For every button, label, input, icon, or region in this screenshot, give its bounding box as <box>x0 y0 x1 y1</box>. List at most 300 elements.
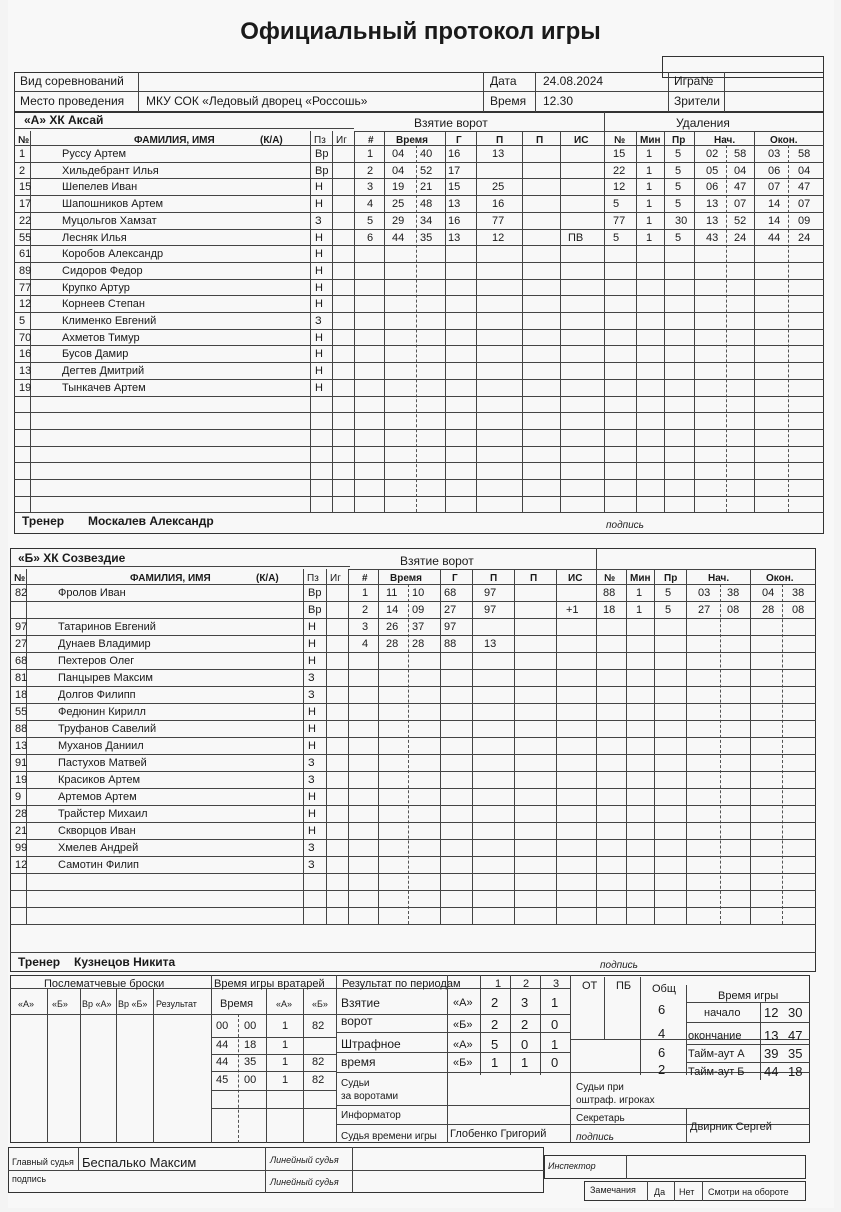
date-label: Дата <box>490 74 517 88</box>
pen-col-min: Мин <box>640 135 661 146</box>
penalty-player: 18 <box>603 604 616 616</box>
period-value: 1 <box>551 995 559 1010</box>
player-position: Вр <box>308 587 322 599</box>
goal-number: 6 <box>367 231 374 244</box>
grid-line <box>686 569 687 924</box>
game-time-title: Время игры <box>718 990 779 1002</box>
player-name: Бусов Дамир <box>62 348 129 361</box>
period-value: 5 <box>491 1037 499 1052</box>
grid-line <box>14 178 824 179</box>
penalty-end-minute: 06 <box>768 164 781 177</box>
penalty-reason: 5 <box>675 231 682 244</box>
goal-minute: 19 <box>392 181 405 194</box>
grid-line <box>14 462 824 463</box>
penalty-judges-line1: Судьи при <box>576 1082 624 1093</box>
gk-col-time: Время <box>220 998 254 1010</box>
player-position: Н <box>315 281 323 294</box>
period-value: 2 <box>491 995 499 1010</box>
goal-assist-1: 97 <box>484 604 497 616</box>
team-a-goals-title: Взятие ворот <box>414 116 488 130</box>
penalty-end-second: 09 <box>798 214 811 227</box>
player-name: Шапошников Артем <box>62 198 164 211</box>
penalty-count: 1 <box>646 181 653 194</box>
game-number-label: Игра№ <box>674 74 714 88</box>
player-name: Пехтеров Олег <box>58 655 135 667</box>
total-pim-b: 2 <box>658 1062 666 1077</box>
player-number: 88 <box>15 723 28 735</box>
player-position: Н <box>315 365 323 378</box>
goals-col-p2: П <box>536 135 544 146</box>
penalty-start-second: 38 <box>727 587 740 599</box>
goal-second: 21 <box>420 181 433 194</box>
penalty-end-minute: 14 <box>768 214 781 227</box>
player-number: 99 <box>15 842 28 854</box>
goal-assist-1: 97 <box>484 587 497 599</box>
goal-second: 40 <box>420 148 433 160</box>
goal-number: 4 <box>362 638 369 650</box>
page-title: Официальный протокол игры <box>240 18 601 45</box>
grid-line <box>10 652 816 653</box>
goals-team-b-tag: «Б» <box>453 1019 473 1031</box>
penalty-start-minute: 27 <box>698 604 711 616</box>
player-name: Корнеев Степан <box>62 298 145 311</box>
player-name: Труфанов Савелий <box>58 723 157 735</box>
player-name: Дунаев Владимир <box>58 638 151 650</box>
penalty-player: 5 <box>613 231 620 244</box>
player-number: 12 <box>15 859 28 871</box>
grid-line <box>10 805 816 806</box>
player-position: З <box>308 842 315 854</box>
team-a-title: «А» ХК Аксай <box>24 113 104 127</box>
player-number: 15 <box>19 181 32 194</box>
goals-col-p1: П <box>496 135 504 146</box>
pim-team-b-tag: «Б» <box>453 1057 473 1069</box>
player-number: 97 <box>15 621 28 633</box>
player-position: З <box>315 315 322 327</box>
penalty-start-second: 04 <box>734 164 747 177</box>
gk-time-minute: 00 <box>216 1020 229 1032</box>
player-position: Вр <box>315 164 329 177</box>
col-pos-header: Пз <box>314 135 326 146</box>
goal-scorer: 15 <box>448 181 461 194</box>
grid-line <box>14 162 824 163</box>
inspector-label: Инспектор <box>548 1161 596 1171</box>
period-value: 2 <box>521 1017 529 1032</box>
goals-col-g: Г <box>456 135 462 146</box>
timeout-a-second: 35 <box>788 1046 803 1061</box>
goal-minute: 28 <box>386 638 399 650</box>
grid-line <box>14 229 824 230</box>
grid-line <box>14 345 824 346</box>
goal-minute: 26 <box>386 621 399 633</box>
end-label: окончание <box>688 1030 742 1042</box>
linesman-1-label: Линейный судья <box>270 1155 339 1165</box>
grid-line <box>10 737 816 738</box>
player-position: Вр <box>308 604 322 616</box>
period-col-so: ПБ <box>616 980 632 992</box>
grid-line <box>10 856 816 857</box>
grid-line <box>384 131 385 512</box>
gk-team-b: 82 <box>312 1056 325 1068</box>
goal-scorer: 27 <box>444 604 457 616</box>
goal-number: 1 <box>367 148 374 160</box>
player-number: 89 <box>19 264 32 277</box>
grid-line <box>10 618 816 619</box>
col-ka-header: (К/А) <box>256 573 279 584</box>
player-name: Самотин Филип <box>58 859 139 871</box>
shootout-col-b: «Б» <box>52 999 68 1009</box>
grid-line <box>14 479 824 480</box>
penalty-end-second: 47 <box>798 181 811 194</box>
team-b-coach-name: Кузнецов Никита <box>74 955 176 969</box>
player-number: 81 <box>15 672 28 684</box>
penalty-player: 77 <box>613 214 626 227</box>
player-name: Хмелев Андрей <box>58 842 139 854</box>
pen-col-start: Нач. <box>708 573 730 584</box>
player-number: 21 <box>15 825 28 837</box>
player-name: Крупко Артур <box>62 281 130 294</box>
player-number: 2 <box>19 164 26 177</box>
penalty-end-second: 04 <box>798 164 811 177</box>
player-position: З <box>315 214 322 227</box>
goal-second: 34 <box>420 214 433 227</box>
goal-second: 28 <box>412 638 425 650</box>
chief-referee-name: Беспалько Максим <box>82 1155 197 1170</box>
player-number: 55 <box>15 706 28 718</box>
team-b-coach-label: Тренер <box>18 955 61 969</box>
penalty-end-minute: 03 <box>768 148 781 160</box>
player-number: 68 <box>15 655 28 667</box>
pen-col-start: Нач. <box>714 135 736 146</box>
player-name: Фролов Иван <box>58 587 126 599</box>
total-goals-b: 4 <box>658 1026 666 1041</box>
player-name: Муцольгов Хамзат <box>62 214 157 227</box>
venue-label: Место проведения <box>20 94 125 108</box>
penalty-end-minute: 07 <box>768 181 781 194</box>
spectators-label: Зрители <box>674 94 720 108</box>
col-name-header: ФАМИЛИЯ, ИМЯ <box>130 573 211 584</box>
penalty-count: 1 <box>646 164 653 177</box>
grid-line <box>694 131 695 512</box>
goals-col-num: # <box>362 573 368 584</box>
competition-label: Вид соревнований <box>20 74 124 88</box>
grid-line <box>14 245 824 246</box>
goals-col-num: # <box>368 135 374 146</box>
goal-scorer: 13 <box>448 198 461 211</box>
player-number: 1 <box>19 148 26 160</box>
shootout-col-gk-b: Вр «Б» <box>118 999 148 1009</box>
pen-col-num: № <box>604 573 616 584</box>
player-position: Н <box>315 348 323 361</box>
grid-line <box>14 429 824 430</box>
player-number: 16 <box>19 348 32 361</box>
goals-col-p1: П <box>490 573 498 584</box>
period-value: 1 <box>551 1037 559 1052</box>
grid-line <box>14 279 824 280</box>
chief-referee-label: Главный судья <box>12 1157 74 1167</box>
penalty-start-minute: 03 <box>698 587 711 599</box>
player-name: Хильдебрант Илья <box>62 164 159 177</box>
informer-label: Информатор <box>341 1110 401 1121</box>
player-position: Н <box>308 808 316 820</box>
gk-team-a: 1 <box>282 1020 289 1032</box>
gk-time-minute: 44 <box>216 1039 229 1051</box>
player-name: Федюнин Кирилл <box>58 706 146 718</box>
player-name: Трайстер Михаил <box>58 808 148 820</box>
timekeeper-name: Глобенко Григорий <box>450 1128 547 1140</box>
grid-line <box>10 924 816 925</box>
period-col-3: 3 <box>553 978 560 990</box>
penalty-reason: 30 <box>675 214 688 227</box>
player-position: Н <box>315 181 323 194</box>
player-name: Коробов Александр <box>62 248 164 261</box>
period-value: 0 <box>551 1017 559 1032</box>
player-position: Н <box>315 198 323 211</box>
grid-line <box>10 669 816 670</box>
gk-col-b: «Б» <box>312 999 328 1009</box>
player-name: Татаринов Евгений <box>58 621 156 633</box>
start-minute: 30 <box>788 1005 803 1020</box>
player-position: Н <box>308 723 316 735</box>
goal-scorer: 16 <box>448 148 461 160</box>
player-position: Н <box>308 621 316 633</box>
penalty-count: 1 <box>646 198 653 211</box>
player-position: Н <box>308 638 316 650</box>
grid-line <box>10 720 816 721</box>
player-name: Пастухов Матвей <box>58 757 147 769</box>
goal-assist-1: 16 <box>492 198 505 211</box>
player-position: Н <box>315 264 323 277</box>
goal-second: 48 <box>420 198 433 211</box>
penalty-end-second: 07 <box>798 198 811 211</box>
grid-line <box>626 569 627 924</box>
grid-line <box>378 569 379 924</box>
date-value: 24.08.2024 <box>543 74 604 88</box>
team-a-penalties-title: Удаления <box>676 116 730 130</box>
grid-line <box>750 569 751 924</box>
goal-second: 35 <box>420 231 433 244</box>
period-value: 0 <box>521 1037 529 1052</box>
goal-number: 1 <box>362 587 369 599</box>
col-name-header: ФАМИЛИЯ, ИМЯ <box>134 135 215 146</box>
grid-line <box>636 131 637 512</box>
gk-time-second: 18 <box>244 1039 257 1051</box>
goal-scorer: 16 <box>448 214 461 227</box>
player-name: Шепелев Иван <box>62 181 138 194</box>
penalty-start-minute: 05 <box>706 164 719 177</box>
goal-situation: +1 <box>566 604 579 616</box>
player-number: 77 <box>19 281 32 294</box>
goal-minute: 14 <box>386 604 399 616</box>
player-number: 12 <box>19 298 32 311</box>
player-name: Красиков Артем <box>58 774 141 786</box>
penalty-start-minute: 13 <box>706 214 719 227</box>
grid-line <box>754 131 755 512</box>
shootout-col-gk-a: Вр «А» <box>82 999 112 1009</box>
penalty-player: 88 <box>603 587 616 599</box>
penalty-start-minute: 02 <box>706 148 719 160</box>
timeout-a-minute: 39 <box>764 1046 779 1061</box>
player-position: Н <box>308 655 316 667</box>
grid-line <box>310 131 311 512</box>
player-number: 19 <box>19 381 32 394</box>
chief-referee-signature: подпись <box>12 1174 47 1184</box>
gk-time-second: 00 <box>244 1020 257 1032</box>
player-name: Лесняк Илья <box>62 231 127 244</box>
player-number: 13 <box>15 740 28 752</box>
player-name: Артемов Артем <box>58 791 137 803</box>
grid-line <box>354 131 355 512</box>
player-number: 28 <box>15 808 28 820</box>
penalty-end-minute: 28 <box>762 604 775 616</box>
goal-minute: 04 <box>392 164 405 177</box>
player-name: Тынкачев Артем <box>62 381 146 394</box>
shootout-col-result: Результат <box>156 999 197 1009</box>
grid-line <box>14 379 824 380</box>
team-a-coach-name: Москалев Александр <box>88 514 214 528</box>
grid-line <box>472 569 473 924</box>
goals-col-time: Время <box>390 573 422 584</box>
penalty-reason: 5 <box>675 164 682 177</box>
penalty-start-minute: 13 <box>706 198 719 211</box>
team-a-coach-label: Тренер <box>22 514 65 528</box>
player-number: 18 <box>15 689 28 701</box>
end-hour: 13 <box>764 1028 779 1043</box>
goal-number: 5 <box>367 214 374 227</box>
penalty-count: 1 <box>646 231 653 244</box>
player-number: 70 <box>19 331 32 344</box>
grid-line <box>14 329 824 330</box>
grid-line <box>14 496 824 497</box>
period-value: 0 <box>551 1055 559 1070</box>
goal-number: 3 <box>367 181 374 194</box>
goals-col-is: ИС <box>574 135 589 146</box>
penalty-end-second: 38 <box>792 587 805 599</box>
venue-value: МКУ СОК «Ледовый дворец «Россошь» <box>146 94 368 108</box>
team-a-signature-label: подпись <box>606 520 644 531</box>
grid-line <box>10 754 816 755</box>
penalty-end-minute: 04 <box>762 587 775 599</box>
penalty-reason: 5 <box>665 604 672 616</box>
player-name: Ахметов Тимур <box>62 331 140 344</box>
penalty-end-minute: 44 <box>768 231 781 244</box>
grid-line <box>10 839 816 840</box>
penalty-count: 1 <box>646 148 653 160</box>
player-position: Н <box>308 740 316 752</box>
goal-number: 4 <box>367 198 374 211</box>
player-position: Вр <box>315 148 329 160</box>
player-position: З <box>308 689 315 701</box>
goal-number: 3 <box>362 621 369 633</box>
gk-time-minute: 45 <box>216 1074 229 1086</box>
player-number: 9 <box>15 791 22 803</box>
grid-line <box>14 362 824 363</box>
grid-line <box>10 788 816 789</box>
penalty-start-second: 24 <box>734 231 747 244</box>
period-col-ot: ОТ <box>582 980 598 992</box>
goals-label-line2: ворот <box>341 1014 373 1028</box>
grid-line <box>654 569 655 924</box>
player-name: Скворцов Иван <box>58 825 136 837</box>
gk-time-second: 00 <box>244 1074 257 1086</box>
penalty-reason: 5 <box>675 148 682 160</box>
goals-col-g: Г <box>452 573 458 584</box>
player-position: Н <box>315 231 323 244</box>
timeout-b-second: 18 <box>788 1064 803 1079</box>
penalty-player: 12 <box>613 181 626 194</box>
penalty-end-second: 08 <box>792 604 805 616</box>
player-position: З <box>308 774 315 786</box>
goals-col-time: Время <box>396 135 428 146</box>
grid-line <box>348 569 349 924</box>
goal-number: 2 <box>362 604 369 616</box>
gk-team-a: 1 <box>282 1039 289 1051</box>
player-position: З <box>308 757 315 769</box>
team-b-title: «Б» ХК Созвездие <box>18 551 126 565</box>
team-b-signature-label: подпись <box>600 960 638 971</box>
col-played-header: Иг <box>330 573 341 584</box>
goal-scorer: 17 <box>448 164 461 177</box>
goals-team-a-tag: «А» <box>453 997 473 1009</box>
penalty-end-second: 58 <box>798 148 811 160</box>
goal-judges-line2: за воротами <box>341 1091 399 1102</box>
pen-col-end: Окон. <box>770 135 798 146</box>
penalty-start-minute: 43 <box>706 231 719 244</box>
player-number: 61 <box>19 248 32 261</box>
start-label: начало <box>704 1007 741 1019</box>
grid-line <box>514 569 515 924</box>
gk-time-second: 35 <box>244 1056 257 1068</box>
grid-line <box>10 771 816 772</box>
player-position: Н <box>308 825 316 837</box>
gk-team-a: 1 <box>282 1074 289 1086</box>
goal-scorer: 68 <box>444 587 457 599</box>
grid-line <box>14 295 824 296</box>
gk-time-title: Время игры вратарей <box>214 978 325 990</box>
player-name: Панцырев Максим <box>58 672 153 684</box>
grid-line <box>348 569 816 570</box>
goals-col-is: ИС <box>568 573 583 584</box>
player-position: Н <box>315 298 323 311</box>
grid-line <box>326 569 327 924</box>
player-position: Н <box>315 381 323 394</box>
col-ka-header: (К/А) <box>260 135 283 146</box>
grid-line <box>440 569 441 924</box>
grid-line <box>14 195 824 196</box>
end-minute: 47 <box>788 1028 803 1043</box>
player-name: Муханов Даниил <box>58 740 144 752</box>
pen-col-pr: Пр <box>672 135 686 146</box>
goal-minute: 29 <box>392 214 405 227</box>
goal-minute: 25 <box>392 198 405 211</box>
player-name: Сидоров Федор <box>62 264 143 277</box>
goal-second: 10 <box>412 587 425 599</box>
pim-label-line2: время <box>341 1055 376 1069</box>
goal-number: 2 <box>367 164 374 177</box>
player-number: 17 <box>19 198 32 211</box>
start-hour: 12 <box>764 1005 779 1020</box>
remarks-no: Нет <box>679 1187 695 1197</box>
grid-line <box>14 312 824 313</box>
team-b-goals-title: Взятие ворот <box>400 554 474 568</box>
penalty-count: 1 <box>636 587 643 599</box>
grid-line <box>560 131 561 512</box>
gk-col-a: «А» <box>276 999 293 1009</box>
goal-assist-1: 25 <box>492 181 505 194</box>
goal-scorer: 97 <box>444 621 457 633</box>
penalty-count: 1 <box>636 604 643 616</box>
player-number: 91 <box>15 757 28 769</box>
